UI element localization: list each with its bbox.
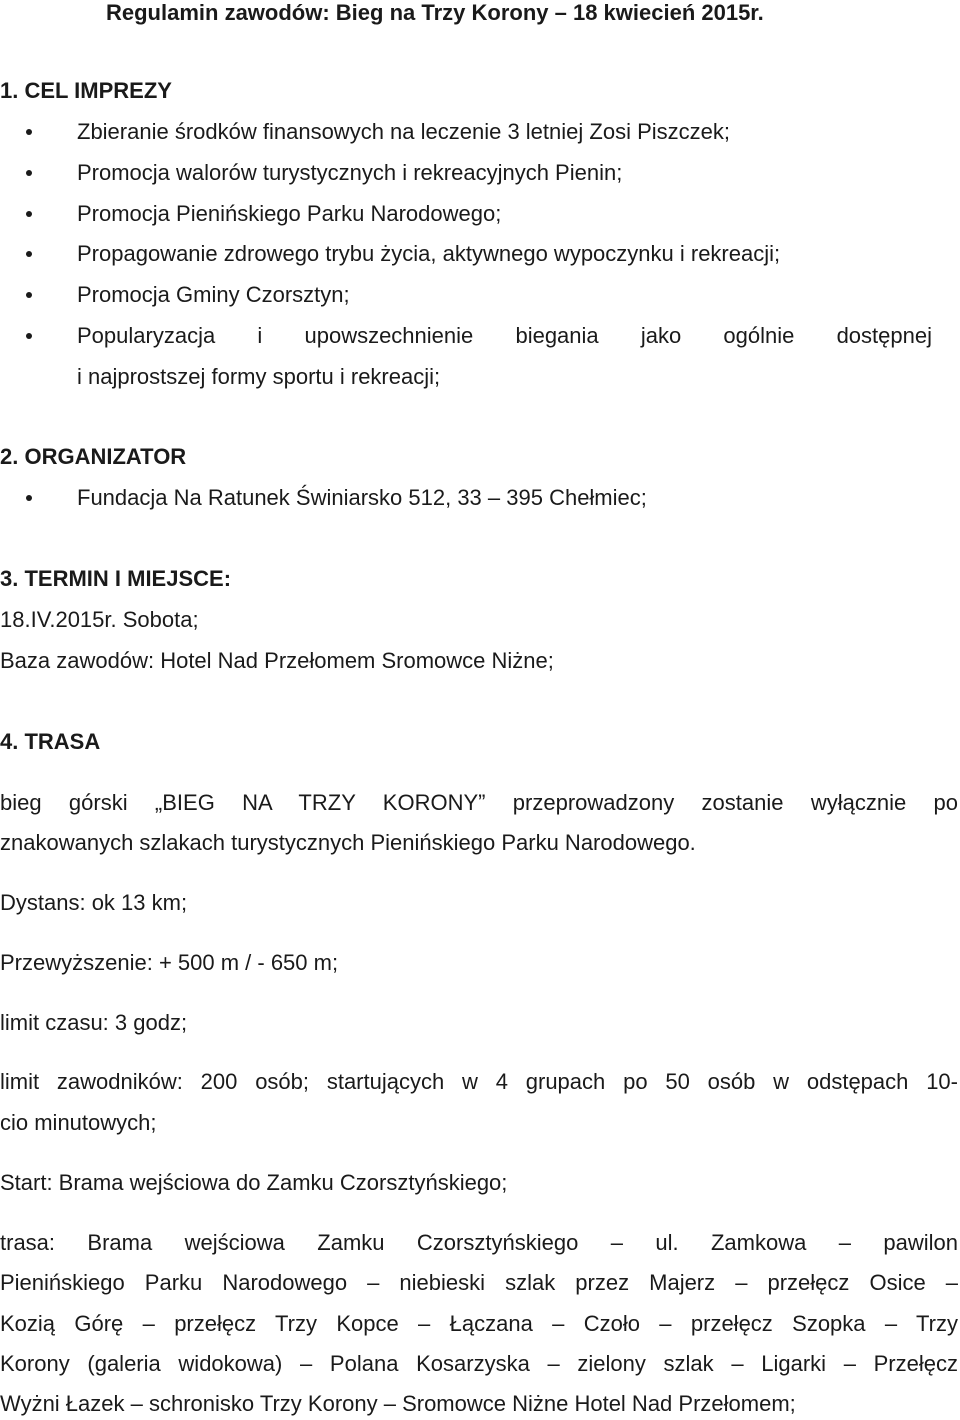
list-item-continuation: i najprostszej formy sportu i rekreacji; [77,364,441,389]
participants-limit-continuation: cio minutowych; [0,1110,157,1135]
bullet-icon [26,292,32,298]
route-line: Korony (galeria widokowa) – Polana Kosarzyska – zielony szlak – Ligarki – Przełęcz [0,1351,958,1376]
list-item-text: Promocja Gminy Czorsztyn; [77,282,350,307]
bullet-icon [26,251,32,257]
bullet-icon [26,170,32,176]
event-date: 18.IV.2015r. Sobota; [0,607,199,632]
bullet-icon [26,211,32,217]
event-base: Baza zawodów: Hotel Nad Przełomem Sromowce Niżne; [0,648,554,673]
route-line: Pienińskiego Parku Narodowego – niebieski szlak przez Majerz – przełęcz Osice – [0,1270,958,1295]
list-item-text: Fundacja Na Ratunek Świniarsko 512, 33 – 395 Chełmiec; [77,485,647,510]
bullet-icon [26,495,32,501]
time-limit-text: limit czasu: 3 godz; [0,1010,188,1035]
document-title: Regulamin zawodów: Bieg na Trzy Korony – 18 kwiecień 2015r. [106,0,764,25]
section-heading-date-place: 3. TERMIN I MIEJSCE: [0,566,232,591]
list-item-text: Propagowanie zdrowego trybu życia, aktywnego wypoczynku i rekreacji; [77,241,781,266]
route-description: bieg górski „BIEG NA TRZY KORONY” przeprowadzony zostanie wyłącznie po [0,790,958,815]
list-item-text: Promocja walorów turystycznych i rekreacyjnych Pienin; [77,160,623,185]
participants-limit-text: limit zawodników: 200 osób; startujących w 4 grupach po 50 osób w odstępach 10- [0,1069,958,1094]
route-line: Kozią Górę – przełęcz Trzy Kopce – Łączana – Czoło – przełęcz Szopka – Trzy [0,1311,958,1336]
section-heading-goal: 1. CEL IMPREZY [0,78,172,103]
route-description-continuation: znakowanych szlakach turystycznych Pienińskiego Parku Narodowego. [0,830,696,855]
list-item-text: Popularyzacja i upowszechnienie biegania jako ogólnie dostępnej [77,323,932,348]
bullet-icon [26,129,32,135]
route-line: Wyżni Łazek – schronisko Trzy Korony – Sromowce Niżne Hotel Nad Przełomem; [0,1391,796,1416]
start-text: Start: Brama wejściowa do Zamku Czorsztyńskiego; [0,1170,508,1195]
list-item-text: Promocja Pienińskiego Parku Narodowego; [77,201,502,226]
section-heading-route: 4. TRASA [0,729,101,754]
elevation-text: Przewyższenie: + 500 m / - 650 m; [0,950,339,975]
distance-text: Dystans: ok 13 km; [0,890,188,915]
list-item-text: Zbieranie środków finansowych na leczenie 3 letniej Zosi Piszczek; [77,119,730,144]
bullet-icon [26,333,32,339]
route-line: trasa: Brama wejściowa Zamku Czorsztyńskiego – ul. Zamkowa – pawilon [0,1230,958,1255]
section-heading-organizer: 2. ORGANIZATOR [0,444,187,469]
